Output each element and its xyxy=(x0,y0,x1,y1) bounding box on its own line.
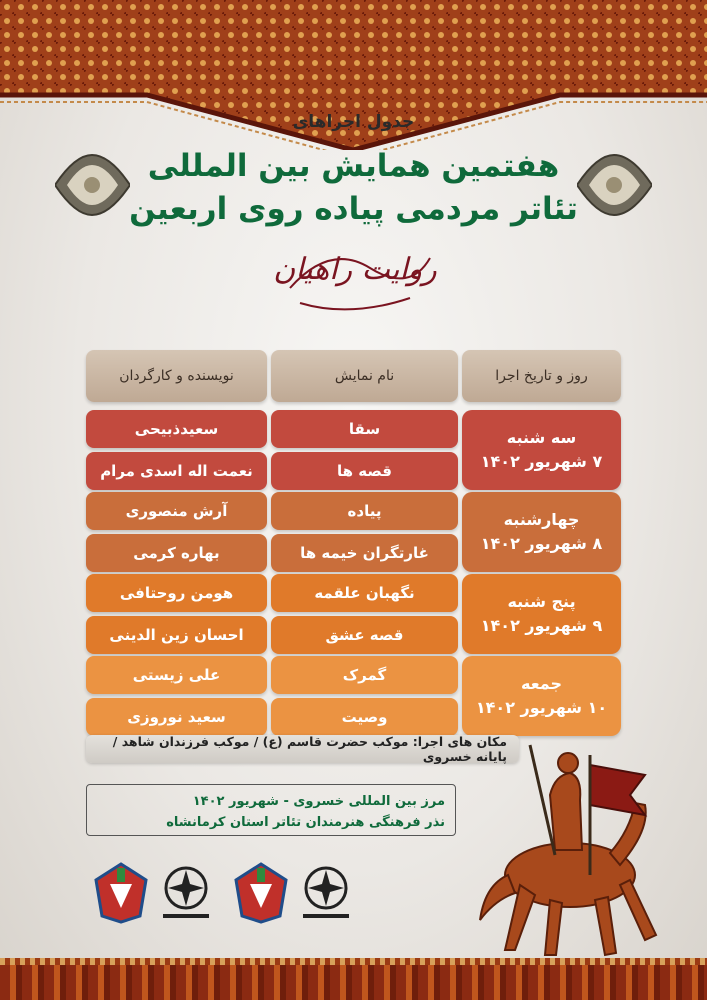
show-name: پیاده xyxy=(271,492,458,530)
author-name: بهاره کرمی xyxy=(86,534,267,572)
day-name: جمعه xyxy=(521,674,562,693)
show-name: غارتگران خیمه ها xyxy=(271,534,458,572)
day-name: چهارشنبه xyxy=(503,510,580,529)
schedule-group-tuesday xyxy=(86,410,621,490)
author-name: نعمت اله اسدی مرام xyxy=(86,452,267,490)
org-logo-icon xyxy=(90,860,152,926)
calligraphy-logo xyxy=(270,228,440,323)
day-cell xyxy=(462,492,621,572)
org-logo-icon xyxy=(230,860,292,926)
header-show: نام نمایش xyxy=(271,350,458,402)
poster-title-line2: تئاتر مردمی پیاده روی اربعین xyxy=(129,191,578,227)
horseman-illustration xyxy=(470,735,670,965)
schedule-group-thursday xyxy=(86,574,621,654)
footer-line1: مرز بین المللی خسروی - شهریور ۱۴۰۲ xyxy=(192,794,445,809)
footer-info-box xyxy=(86,784,456,836)
schedule-group-wednesday xyxy=(86,492,621,572)
table-header xyxy=(86,350,621,402)
author-name: سعیدذبیحی xyxy=(86,410,267,448)
day-cell xyxy=(462,574,621,654)
show-name: وصیت xyxy=(271,698,458,736)
show-name: سقا xyxy=(271,410,458,448)
day-cell xyxy=(462,656,621,736)
schedule-group-friday xyxy=(86,656,621,736)
day-name: سه شنبه xyxy=(506,428,577,447)
footer-line2: نذر فرهنگی هنرمندان تئاتر استان کرمانشاه xyxy=(166,815,445,830)
day-cell xyxy=(462,410,621,490)
author-name: آرش منصوری xyxy=(86,492,267,530)
show-name: نگهبان علقمه xyxy=(271,574,458,612)
art-center-logo-icon xyxy=(295,860,357,926)
poster-title-line1: هفتمین همایش بین المللی xyxy=(147,148,560,184)
day-date: ۷ شهریور ۱۴۰۲ xyxy=(480,452,603,471)
show-name: قصه ها xyxy=(271,452,458,490)
art-center-logo-icon xyxy=(155,860,217,926)
day-date: ۹ شهریور ۱۴۰۲ xyxy=(480,616,603,635)
poster-subtitle: جدول اجراهای xyxy=(292,112,415,132)
show-name: گمرک xyxy=(271,656,458,694)
calligraphy-text: روایت راهیان xyxy=(273,252,437,287)
author-name: سعید نوروزی xyxy=(86,698,267,736)
day-date: ۸ شهریور ۱۴۰۲ xyxy=(480,534,603,553)
logos-row xyxy=(90,860,365,930)
day-name: پنج شنبه xyxy=(507,592,576,611)
header-author: نویسنده و کارگردان xyxy=(86,350,267,402)
header-day: روز و تاریخ اجرا xyxy=(462,350,621,402)
author-name: علی زیستی xyxy=(86,656,267,694)
author-name: هومن روحتافی xyxy=(86,574,267,612)
bottom-carpet-band xyxy=(0,965,707,1000)
author-name: احسان زین الدینی xyxy=(86,616,267,654)
venue-bar: مکان های اجرا: موکب حضرت قاسم (ع) / موکب فرزندان شاهد / پایانه خسروی xyxy=(86,735,519,763)
day-date: ۱۰ شهریور ۱۴۰۲ xyxy=(475,698,608,717)
show-name: قصه عشق xyxy=(271,616,458,654)
